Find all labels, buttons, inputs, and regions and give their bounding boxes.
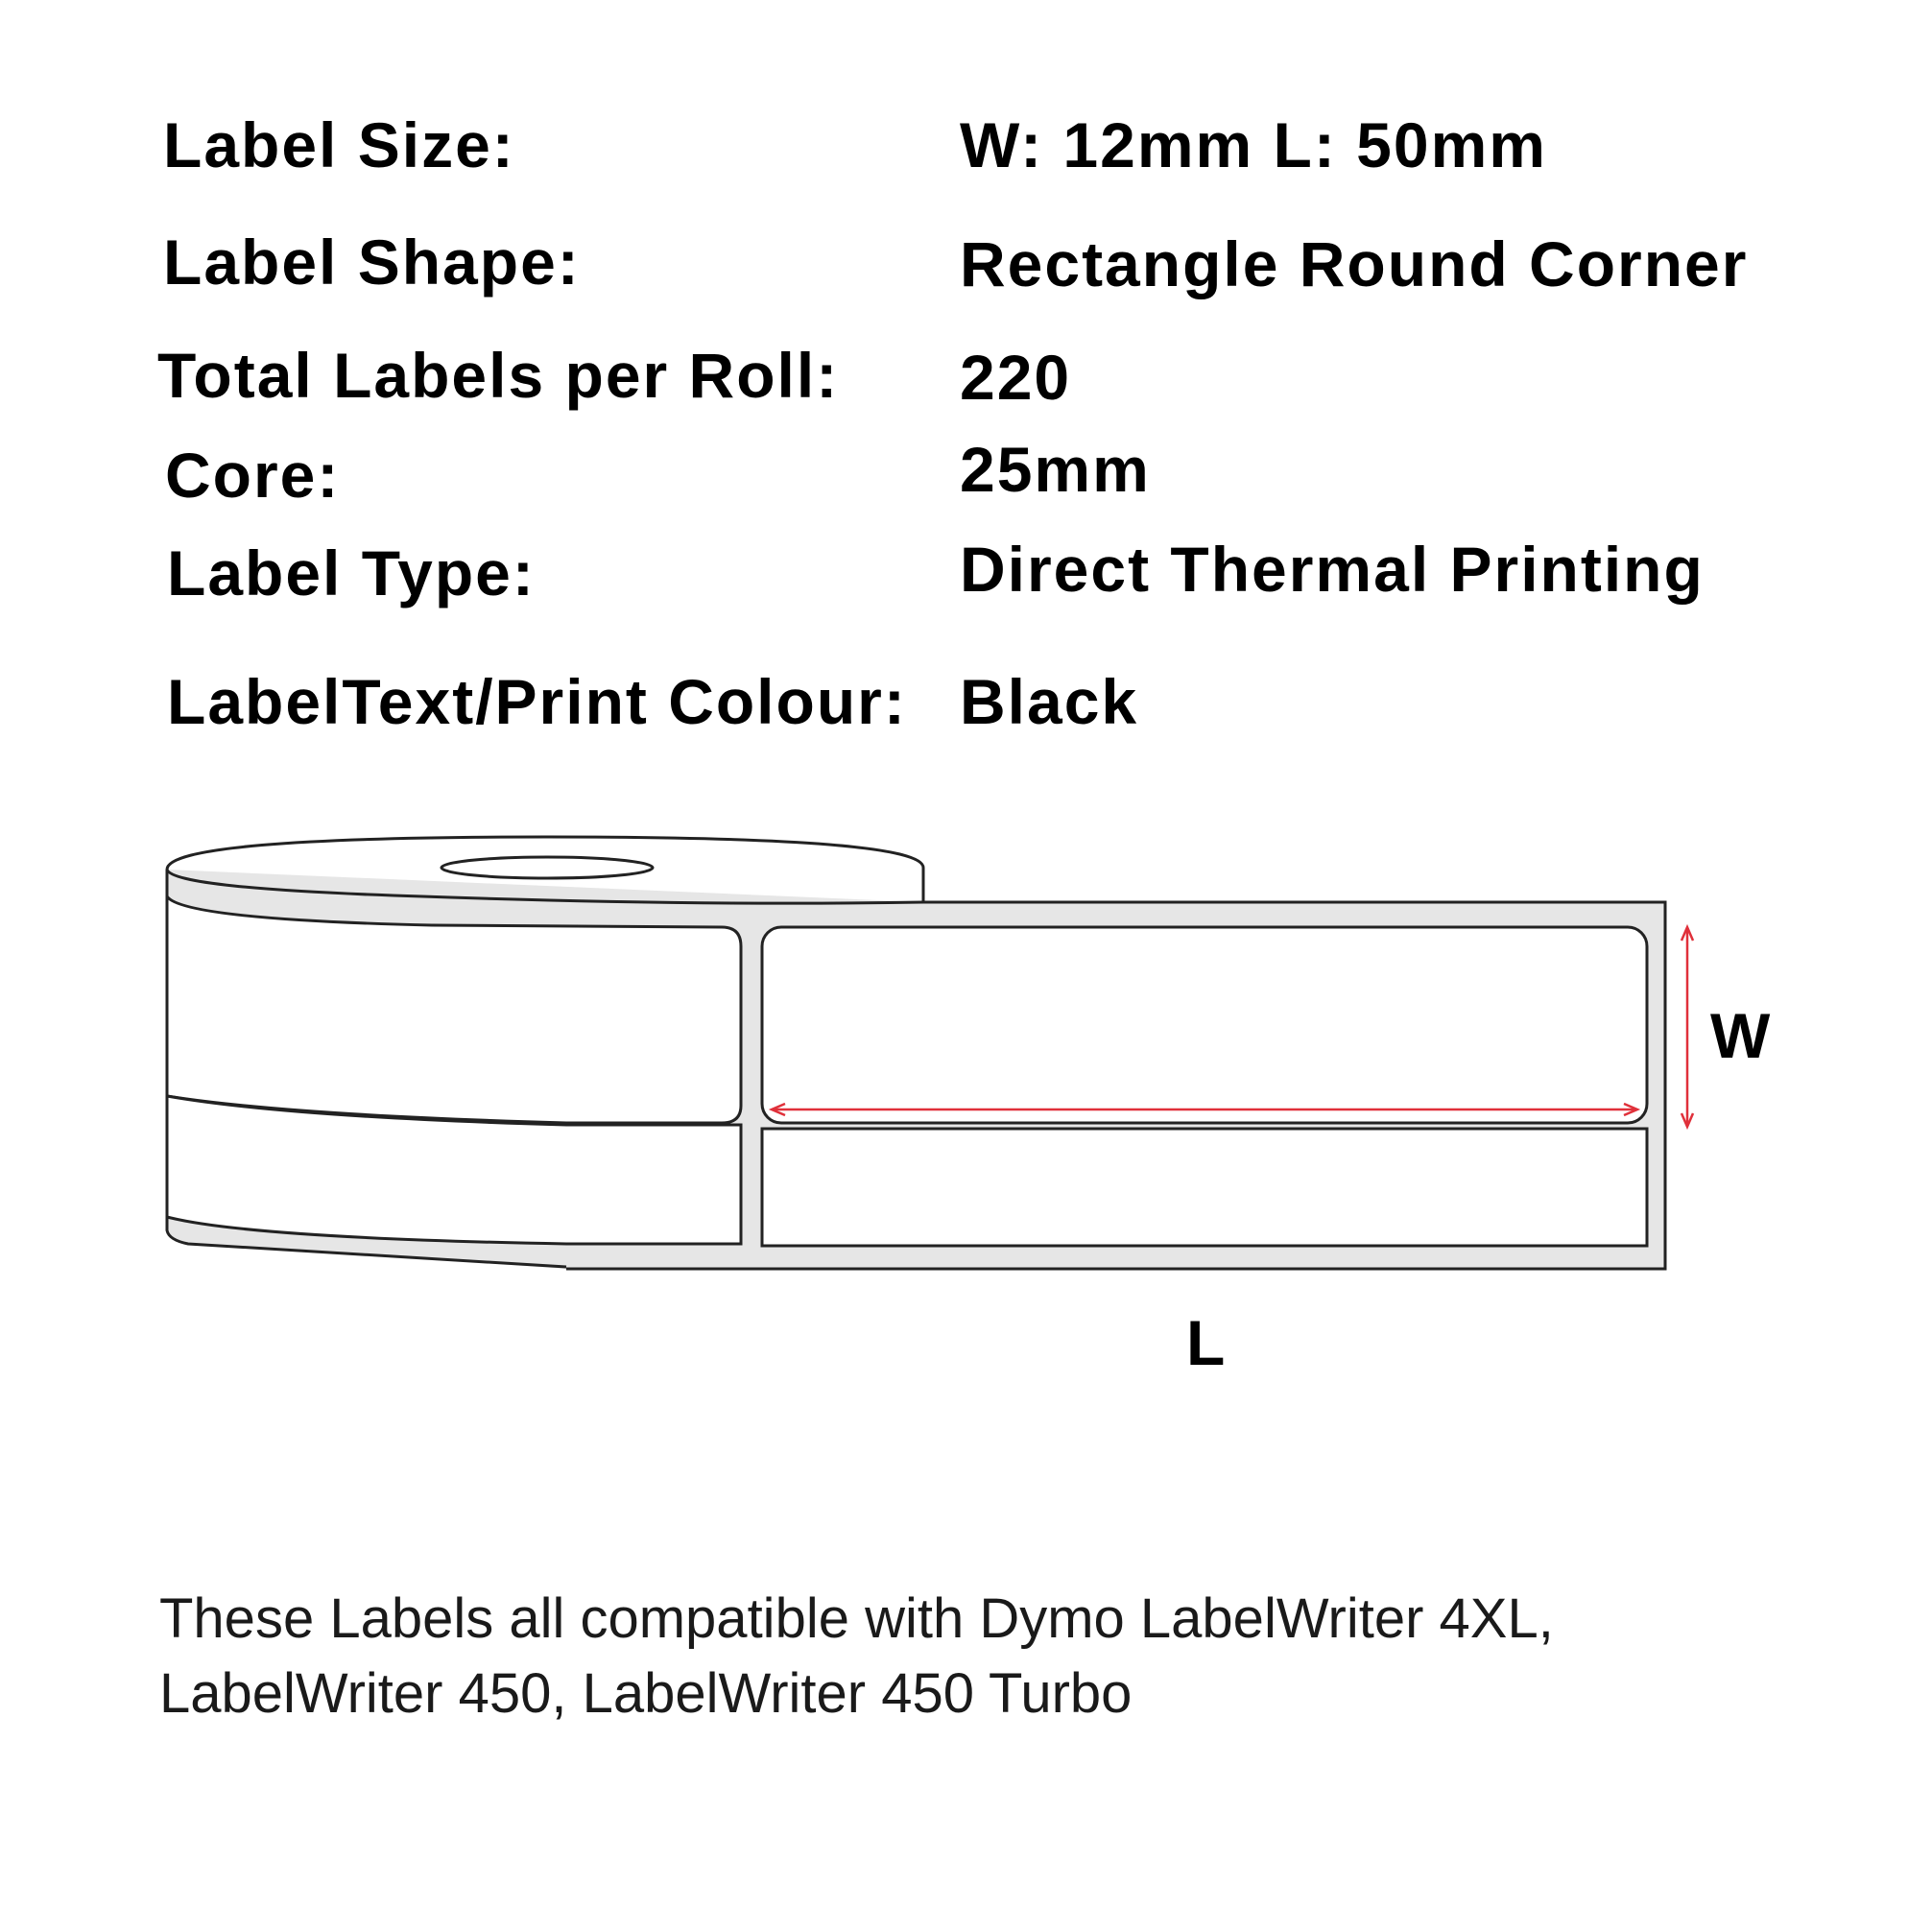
width-dimension-arrow <box>1682 927 1693 1127</box>
width-dimension-label: W <box>1710 1000 1771 1071</box>
compatibility-line-1: These Labels all compatible with Dymo LabelWriter 4XL, <box>159 1587 1554 1650</box>
label-size-value: W: 12mm L: 50mm <box>960 109 1547 180</box>
print-colour-value: Black <box>960 666 1139 737</box>
label-roll-icon <box>167 837 1665 1269</box>
compatibility-line-2: LabelWriter 450, LabelWriter 450 Turbo <box>159 1662 1133 1725</box>
core-heading: Core: <box>165 440 341 511</box>
label-size-heading: Label Size: <box>163 109 515 180</box>
flat-label-upper <box>762 927 1647 1123</box>
length-dimension-label: L <box>1186 1307 1226 1378</box>
label-type-value: Direct Thermal Printing <box>960 534 1705 605</box>
label-type-heading: Label Type: <box>167 537 536 608</box>
total-labels-value: 220 <box>960 342 1072 413</box>
print-colour-heading: LabelText/Print Colour: <box>167 666 907 737</box>
total-labels-heading: Total Labels per Roll: <box>157 340 840 411</box>
roll-label-upper <box>167 896 741 1123</box>
core-value: 25mm <box>960 434 1151 505</box>
flat-label-lower <box>762 1129 1647 1246</box>
label-shape-value: Rectangle Round Corner <box>960 228 1749 299</box>
roll-core-hole <box>441 857 653 878</box>
label-shape-heading: Label Shape: <box>163 227 581 298</box>
